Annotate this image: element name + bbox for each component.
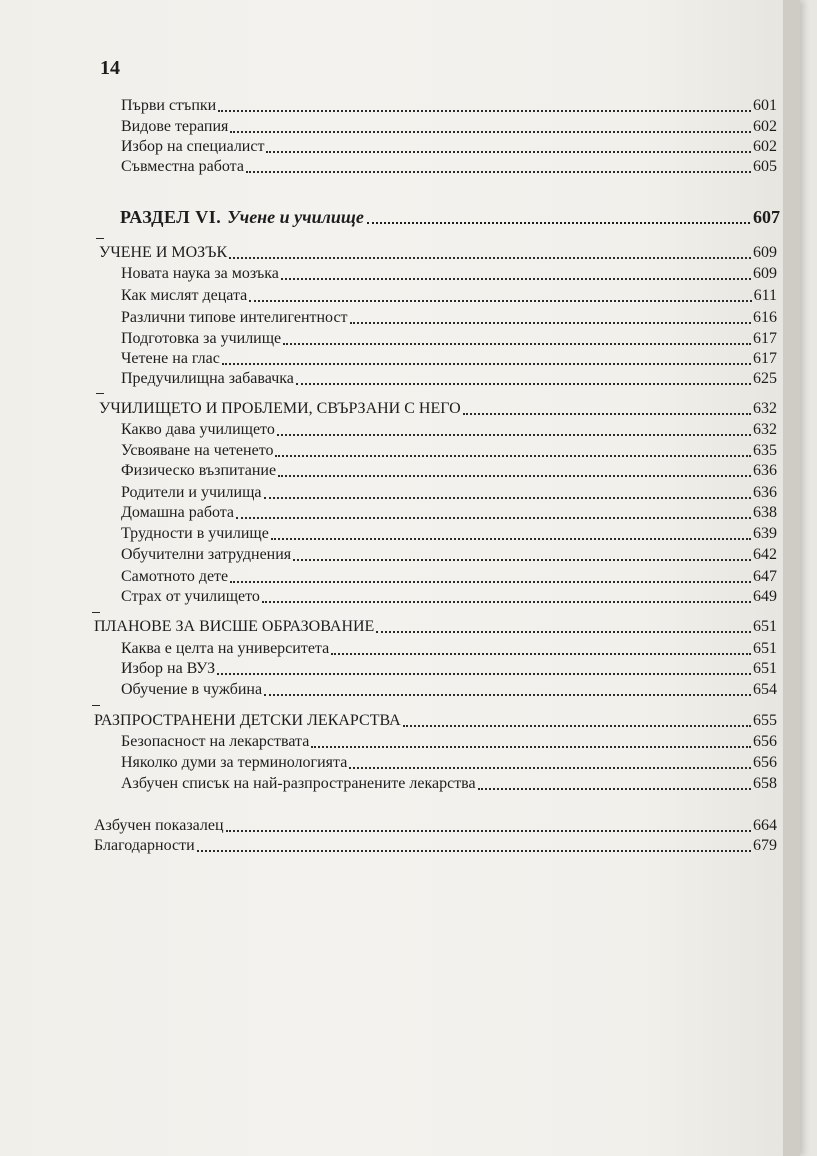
group-heading-label: УЧИЛИЩЕТО И ПРОБЛЕМИ, СВЪРЗАНИ С НЕГО — [99, 400, 461, 417]
leader-dots — [349, 767, 751, 769]
toc-entry-page: 617 — [753, 350, 777, 367]
toc-entry-page: 638 — [753, 504, 777, 521]
toc-entry-label: Видове терапия — [121, 118, 229, 135]
toc-entry-page: 611 — [753, 287, 777, 304]
toc-entry-label: Азбучен показалец — [94, 817, 224, 834]
leader-dots — [262, 601, 751, 603]
toc-entry-label: Четене на глас — [121, 350, 220, 367]
group-divider — [96, 238, 104, 239]
toc-entry-page: 609 — [753, 265, 777, 282]
toc-entry-label: Новата наука за мозъка — [121, 265, 279, 282]
page-number: 14 — [100, 57, 120, 79]
leader-dots — [296, 383, 751, 385]
leader-dots — [311, 746, 751, 748]
toc-entry — [121, 461, 777, 481]
toc-entry-page: 664 — [753, 817, 777, 834]
group-heading — [99, 243, 777, 263]
toc-entry-label: Физическо възпитание — [121, 462, 277, 479]
toc-entry — [121, 157, 777, 177]
toc-entry-page: 602 — [753, 138, 777, 155]
leader-dots — [222, 363, 751, 365]
group-divider — [92, 705, 100, 706]
toc-entry-label: Избор на ВУЗ — [121, 660, 216, 677]
group-heading-label: РАЗПРОСТРАНЕНИ ДЕТСКИ ЛЕКАРСТВА — [94, 712, 401, 729]
leader-dots — [230, 581, 751, 583]
toc-entry — [94, 836, 777, 856]
toc-entry — [121, 117, 777, 137]
toc-entry-label: Различни типове интелигентност — [121, 309, 348, 326]
toc-entry-page: 639 — [753, 525, 777, 542]
section-title-rest: Учене и училище — [227, 207, 364, 227]
toc-entry — [121, 441, 777, 461]
toc-entry — [121, 264, 777, 284]
group-heading-page: 655 — [753, 712, 777, 729]
leader-dots — [283, 343, 751, 345]
toc-entry — [121, 732, 777, 752]
toc-entry — [121, 96, 777, 116]
toc-entry-page: 658 — [753, 775, 777, 792]
toc-entry — [121, 329, 777, 349]
leader-dots — [217, 673, 751, 675]
toc-entry — [121, 545, 777, 565]
toc-entry-label: Азбучен списък на най-разпространените лекарства — [121, 775, 476, 792]
toc-entry-label: Домашна работа — [121, 504, 235, 521]
toc-entry — [121, 420, 777, 440]
leader-dots — [403, 725, 751, 727]
group-heading — [94, 711, 777, 731]
toc-entry-label: Няколко думи за терминологията — [121, 754, 348, 771]
leader-dots — [275, 455, 751, 457]
toc-entry — [121, 587, 777, 607]
toc-entry-label: Обучителни затруднения — [121, 546, 292, 563]
toc-entry — [121, 308, 777, 328]
toc-entry-label: Самотното дете — [121, 568, 229, 585]
leader-dots — [246, 171, 751, 173]
leader-dots — [230, 131, 751, 133]
toc-entry — [121, 639, 777, 659]
group-heading-label: УЧЕНЕ И МОЗЪК — [99, 244, 228, 261]
leader-dots — [266, 151, 751, 153]
toc-entry-label: Каква е целта на университета — [121, 640, 330, 657]
toc-entry-page: 601 — [753, 97, 777, 114]
leader-dots — [478, 788, 751, 790]
leader-dots — [277, 434, 751, 436]
toc-entry-page: 636 — [753, 484, 777, 501]
leader-dots — [350, 322, 751, 324]
leader-dots — [218, 110, 751, 112]
leader-dots — [226, 830, 751, 832]
group-divider — [92, 612, 100, 613]
toc-entry — [121, 774, 777, 794]
leader-dots — [271, 538, 751, 540]
toc-entry-label: Подготовка за училище — [121, 330, 282, 347]
toc-entry-label: Благодарности — [94, 837, 195, 854]
toc-entry-page: 649 — [753, 588, 777, 605]
toc-entry — [121, 286, 777, 306]
leader-dots — [236, 517, 751, 519]
toc-entry — [121, 137, 777, 157]
group-heading-label: ПЛАНОВЕ ЗА ВИСШЕ ОБРАЗОВАНИЕ — [94, 618, 375, 635]
toc-entry-page: 651 — [753, 660, 777, 677]
toc-entry-page: 656 — [753, 733, 777, 750]
toc-entry-page: 647 — [753, 568, 777, 585]
toc-entry-label: Трудности в училище — [121, 525, 269, 542]
toc-entry-page: 651 — [753, 640, 777, 657]
toc-entry-label: Родители и училища — [121, 484, 262, 501]
toc-entry-label: Избор на специалист — [121, 138, 265, 155]
toc-entry-label: Страх от училището — [121, 588, 260, 605]
group-divider — [96, 393, 104, 394]
toc-entry-label: Какво дава училището — [121, 421, 275, 438]
leader-dots — [264, 497, 751, 499]
leader-dots — [197, 850, 751, 852]
section-title-main: РАЗДЕЛ VI. — [120, 207, 222, 227]
toc-entry-page: 602 — [753, 118, 777, 135]
leader-dots — [367, 222, 750, 224]
toc-entry — [121, 349, 777, 369]
toc-entry — [121, 567, 777, 587]
toc-entry — [121, 483, 777, 503]
toc-entry — [121, 659, 777, 679]
toc-entry — [121, 680, 777, 700]
leader-dots — [281, 278, 751, 280]
page-edge — [783, 0, 800, 1156]
toc-entry-page: 656 — [753, 754, 777, 771]
toc-entry-page: 616 — [753, 309, 777, 326]
toc-entry-page: 636 — [753, 462, 777, 479]
toc-entry-label: Предучилищна забавачка — [121, 370, 294, 387]
toc-entry-page: 625 — [753, 370, 777, 387]
leader-dots — [278, 475, 751, 477]
toc-entry-page: 654 — [753, 681, 777, 698]
toc-entry — [121, 369, 777, 389]
group-heading — [94, 617, 777, 637]
toc-entry — [121, 503, 777, 523]
leader-dots — [376, 631, 751, 633]
group-heading — [99, 399, 777, 419]
toc-entry — [121, 524, 777, 544]
leader-dots — [463, 413, 751, 415]
leader-dots — [264, 694, 751, 696]
leader-dots — [249, 300, 751, 302]
toc-entry-label: Обучение в чужбина — [121, 681, 263, 698]
toc-entry-label: Безопасност на лекарствата — [121, 733, 310, 750]
toc-entry-label: Съвместна работа — [121, 158, 244, 175]
toc-entry-label: Усвояване на четенето — [121, 442, 274, 459]
toc-entry-label: Как мислят децата — [121, 287, 248, 304]
toc-entry-page: 642 — [753, 546, 777, 563]
leader-dots — [293, 559, 751, 561]
toc-entry — [121, 753, 777, 773]
group-heading-page: 651 — [753, 618, 777, 635]
section-page: 607 — [753, 207, 780, 227]
group-heading-page: 609 — [753, 244, 777, 261]
section-heading — [120, 207, 780, 228]
leader-dots — [229, 257, 751, 259]
toc-entry — [94, 816, 777, 836]
toc-entry-page: 635 — [753, 442, 777, 459]
toc-entry-page: 632 — [753, 421, 777, 438]
toc-entry-page: 605 — [753, 158, 777, 175]
toc-entry-page: 679 — [753, 837, 777, 854]
toc-entry-page: 617 — [753, 330, 777, 347]
toc-entry-label: Първи стъпки — [121, 97, 217, 114]
group-heading-page: 632 — [753, 400, 777, 417]
leader-dots — [331, 653, 751, 655]
